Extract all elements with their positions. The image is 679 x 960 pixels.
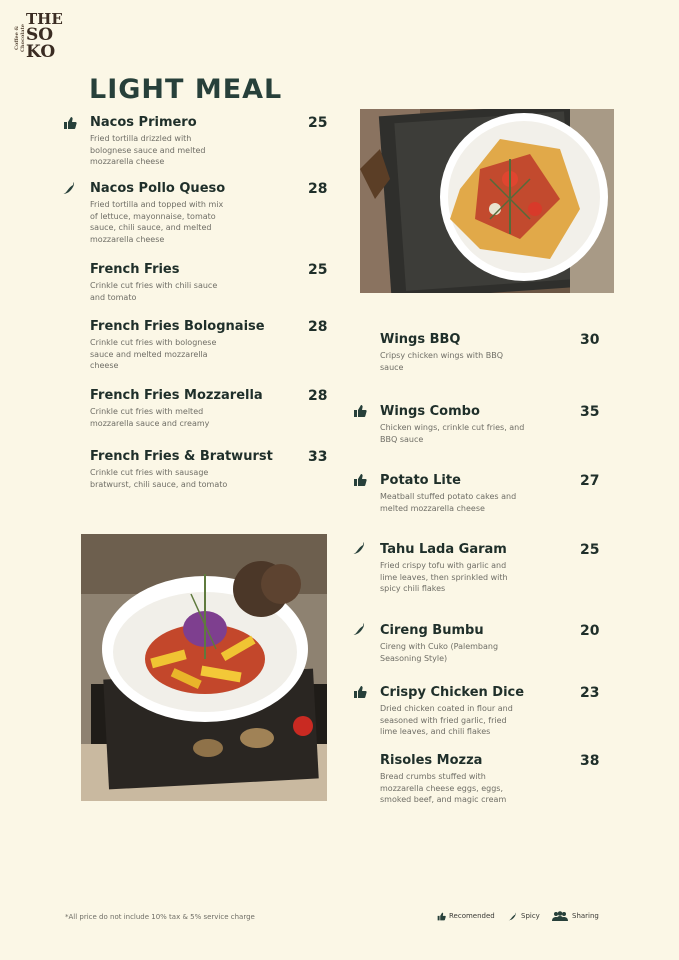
fries-photo bbox=[81, 534, 327, 801]
item-price: 23 bbox=[580, 685, 600, 701]
nachos-photo bbox=[360, 109, 614, 293]
item-price: 25 bbox=[308, 115, 328, 131]
item-description: Crinkle cut fries with chili sauce and tomato bbox=[90, 281, 218, 302]
menu-item-french-fries-bolognaise bbox=[90, 319, 330, 372]
menu-item-french-fries-mozzarella bbox=[90, 388, 330, 429]
menu-item-crispy-chicken-dice bbox=[380, 685, 602, 738]
item-name: Nacos Pollo Queso bbox=[90, 181, 226, 196]
item-description: Dried chicken coated in flour and seasoned with fried garlic, fried lime leaves, and chili flakes bbox=[380, 704, 513, 736]
item-price: 27 bbox=[580, 473, 600, 489]
thumbs-up-icon bbox=[353, 473, 367, 487]
item-description: Crinkle cut fries with sausage bratwurst, chili sauce, and tomato bbox=[90, 468, 228, 489]
legend-sharing: Sharing bbox=[572, 912, 599, 920]
item-description: Meatball stuffed potato cakes and melted mozzarella cheese bbox=[380, 492, 517, 513]
price-disclaimer: *All price do not include 10% tax & 5% service charge bbox=[65, 913, 255, 921]
menu-item-nacos-pollo-queso bbox=[90, 181, 330, 245]
item-name: Wings Combo bbox=[380, 404, 480, 419]
menu-item-nacos-primero bbox=[90, 115, 330, 168]
menu-item-potato-lite bbox=[380, 473, 602, 514]
chili-icon bbox=[352, 622, 366, 636]
item-price: 28 bbox=[308, 388, 328, 404]
thumbs-up-icon bbox=[437, 912, 446, 921]
logo-line-1: THE bbox=[26, 10, 63, 28]
item-name: Potato Lite bbox=[380, 473, 461, 488]
menu-item-french-fries bbox=[90, 262, 330, 303]
item-name: French Fries & Bratwurst bbox=[90, 449, 273, 464]
thumbs-up-icon bbox=[353, 685, 367, 699]
item-name: French Fries bbox=[90, 262, 180, 277]
item-description: Cireng with Cuko (Palembang Seasoning Style) bbox=[380, 642, 499, 663]
item-name: French Fries Bolognaise bbox=[90, 319, 265, 334]
item-price: 25 bbox=[308, 262, 328, 278]
menu-item-french-fries-bratwurst bbox=[90, 449, 330, 490]
item-description: Crinkle cut fries with melted mozzarella sauce and creamy bbox=[90, 407, 210, 428]
brand-logo bbox=[14, 10, 63, 62]
thumbs-up-icon bbox=[63, 116, 77, 130]
item-name: Cireng Bumbu bbox=[380, 623, 484, 638]
item-description: Crinkle cut fries with bolognese sauce and melted mozzarella cheese bbox=[90, 338, 217, 370]
thumbs-up-icon bbox=[353, 404, 367, 418]
legend-recommended: Recomended bbox=[449, 912, 495, 920]
chili-icon bbox=[62, 181, 76, 195]
item-price: 28 bbox=[308, 319, 328, 335]
item-price: 28 bbox=[308, 181, 328, 197]
menu-item-wings-combo bbox=[380, 404, 602, 445]
item-price: 38 bbox=[580, 753, 600, 769]
item-price: 35 bbox=[580, 404, 600, 420]
logo-line-3: KO bbox=[26, 42, 56, 62]
item-name: Tahu Lada Garam bbox=[380, 542, 507, 557]
chili-icon bbox=[508, 912, 517, 921]
item-name: Nacos Primero bbox=[90, 115, 197, 130]
item-price: 25 bbox=[580, 542, 600, 558]
menu-item-tahu-lada-garam bbox=[380, 542, 602, 595]
legend-spicy: Spicy bbox=[521, 912, 540, 920]
sharing-icon bbox=[552, 911, 568, 921]
item-description: Fried tortilla and topped with mix of lettuce, mayonnaise, tomato sauce, chili sauce, and melted mozzarella cheese bbox=[90, 200, 224, 244]
item-name: Risoles Mozza bbox=[380, 753, 483, 768]
item-price: 30 bbox=[580, 332, 600, 348]
item-description: Cripsy chicken wings with BBQ sauce bbox=[380, 351, 504, 372]
logo-tagline: Coffee & Chocolate bbox=[14, 24, 26, 52]
chili-icon bbox=[352, 541, 366, 555]
section-title: LIGHT MEAL bbox=[89, 74, 283, 105]
item-name: French Fries Mozzarella bbox=[90, 388, 263, 403]
menu-item-risoles-mozza bbox=[380, 753, 602, 806]
menu-item-cireng-bumbu bbox=[380, 623, 602, 664]
item-price: 20 bbox=[580, 623, 600, 639]
logo-line-2: SO bbox=[26, 25, 54, 45]
item-price: 33 bbox=[308, 449, 328, 465]
item-description: Chicken wings, crinkle cut fries, and BBQ sauce bbox=[380, 423, 525, 444]
item-name: Wings BBQ bbox=[380, 332, 461, 347]
menu-item-wings-bbq bbox=[380, 332, 602, 373]
item-name: Crispy Chicken Dice bbox=[380, 685, 525, 700]
item-description: Bread crumbs stuffed with mozzarella cheese eggs, eggs, smoked beef, and magic cream bbox=[380, 772, 507, 804]
item-description: Fried crispy tofu with garlic and lime leaves, then sprinkled with spicy chili flakes bbox=[380, 561, 508, 593]
item-description: Fried tortilla drizzled with bolognese sauce and melted mozzarella cheese bbox=[90, 134, 206, 166]
